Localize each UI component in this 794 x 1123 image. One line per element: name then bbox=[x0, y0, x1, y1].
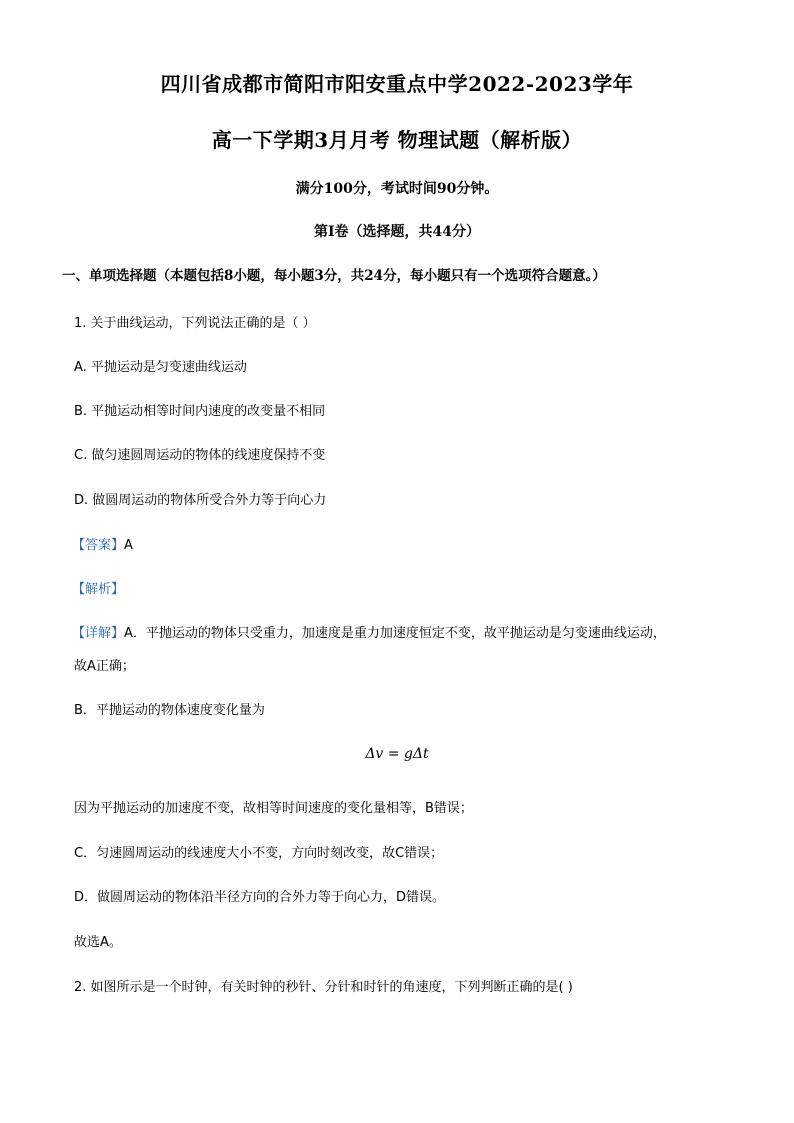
document-title-line1: 四川省成都市简阳市阳安重点中学2022-2023学年 bbox=[160, 72, 634, 96]
detail-b-line2: 因为平抛运动的加速度不变，故相等时间速度的变化量相等，B错误； bbox=[74, 801, 473, 816]
detail-tag: 【详解】 bbox=[72, 626, 125, 641]
analysis-tag: 【解析】 bbox=[72, 582, 125, 597]
answer-tag: 【答案】 bbox=[72, 538, 125, 553]
question1-option-d: D. 做圆周运动的物体所受合外力等于向心力 bbox=[74, 493, 327, 508]
question1-stem: 1. 关于曲线运动，下列说法正确的是（ ） bbox=[74, 316, 316, 331]
section-heading: 一、单项选择题（本题包括8小题，每小题3分，共24分，每小题只有一个选项符合题意。） bbox=[62, 268, 606, 284]
detail-b-line1: B．平抛运动的物体速度变化量为 bbox=[74, 703, 265, 718]
document-title-line2: 高一下学期3月月考 物理试题（解析版） bbox=[211, 128, 583, 152]
question1-option-c: C. 做匀速圆周运动的物体的线速度保持不变 bbox=[74, 448, 326, 463]
detail-c: C．匀速圆周运动的线速度大小不变，方向时刻改变，故C错误； bbox=[74, 846, 444, 861]
conclusion: 故选A。 bbox=[74, 935, 122, 950]
question2-stem: 2. 如图所示是一个时钟，有关时钟的秒针、分针和时针的角速度，下列判断正确的是( ) bbox=[74, 980, 573, 995]
detail-a-line1 bbox=[72, 622, 666, 641]
answer-value: A bbox=[124, 538, 133, 553]
formula-delta-v: Δv = gΔt bbox=[365, 746, 429, 762]
detail-d: D．做圆周运动的物体沿半径方向的合外力等于向心力，D错误。 bbox=[74, 890, 446, 905]
question1-option-b: B. 平抛运动相等时间内速度的改变量不相同 bbox=[74, 404, 326, 419]
part-title: 第Ⅰ卷（选择题，共44分） bbox=[313, 224, 481, 240]
answer-line bbox=[72, 534, 133, 553]
score-info: 满分100分，考试时间90分钟。 bbox=[295, 181, 499, 197]
detail-a-line2: 故A正确； bbox=[74, 659, 135, 674]
question1-option-a: A. 平抛运动是匀变速曲线运动 bbox=[74, 360, 247, 375]
detail-a-text: A．平抛运动的物体只受重力，加速度是重力加速度恒定不变，故平抛运动是匀变速曲线运动， bbox=[124, 626, 666, 641]
